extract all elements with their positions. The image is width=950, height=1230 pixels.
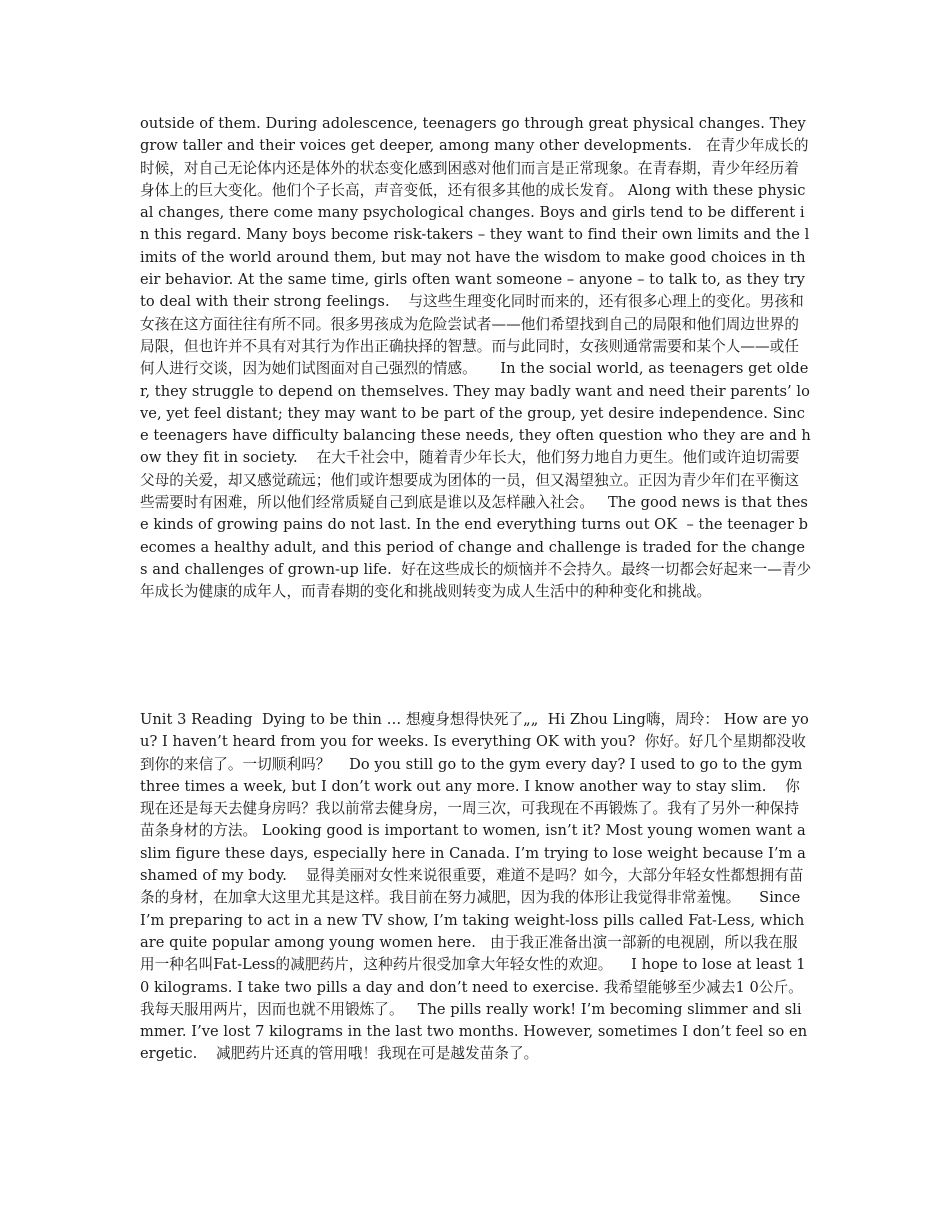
body-paragraph-unit3-reading: Unit 3 Reading Dying to be thin … 想瘦身想得快死了„„ Hi Zhou Ling嗨，周玲： How are you? I haven’t heard from you for weeks. Is everything OK with you? 你好。好几个星期都没收到你的来信了。一切顺利吗？ Do you still go to the gym every day? I used to go to the gym three times a week, but I don’t work out any more. I know another way to stay slim. 你现在还是每天去健身房吗？我以前常去健身房，一周三次，可我现在不再锻炼了。我有了另外一种保持苗条身材的方法。 Looking good is important to women, isn’t it? Most young women want a slim figure these days, especially here in Canada. I’m trying to lose weight because I’m ashamed of my body. 显得美丽对女性来说很重要，难道不是吗？如今，大部分年轻女性都想拥有苗条的身材，在加拿大这里尤其是这样。我目前在努力减肥，因为我的体形让我觉得非常羞愧。 Since I’m preparing to act in a new TV show, I’m taking weight-loss pills called Fat-Less, which are quite popular among young women here. 由于我正准备出演一部新的电视剧，所以我在服用一种名叫Fat-Less的减肥药片，这种药片很受加拿大年轻女性的欢迎。 I hope to lose at least 10 kilograms. I take two pills a day and don’t need to exercise. 我希望能够至少减去1 0公斤。我每天服用两片，因而也就不用锻炼了。 The pills really work! I’m becoming slimmer and slimmer. I’ve lost 7 kilograms in the last two months. However, sometimes I don’t feel so energetic. 减肥药片还真的管用哦！我现在可是越发苗条了。: [140, 711, 811, 1063]
body-paragraph-adolescence: outside of them. During adolescence, teenagers go through great physical changes. They grow taller and their voices get deeper, among many other developments. 在青少年成长的时候，对自己无论体内还是体外的状态变化感到困惑对他们而言是正常现象。在青春期，青少年经历着身体上的巨大变化。他们个子长高，声音变低，还有很多其他的成长发育。 Along with these physical changes, there come many psychological changes. Boys and girls tend to be different in this regard. Many boys become risk-takers – they want to find their own limits and the limits of the world around them, but may not have the wisdom to make good choices in their behavior. At the same time, girls often want someone – anyone – to talk to, as they try to deal with their strong feelings. 与这些生理变化同时而来的，还有很多心理上的变化。男孩和女孩在这方面往往有所不同。很多男孩成为危险尝试者——他们希望找到自己的局限和他们周边世界的局限，但也许并不具有对其行为作出正确抉择的智慧。而与此同时，女孩则通常需要和某个人——或任何人进行交谈，因为她们试图面对自己强烈的情感。 In the social world, as teenagers get older, they struggle to depend on themselves. They may badly want and need their parents’ love, yet feel distant; they may want to be part of the group, yet desire independence. Since teenagers have difficulty balancing these needs, they often question who they are and how they fit in society. 在大千社会中，随着青少年长大，他们努力地自力更生。他们或许迫切需要父母的关爱，却又感觉疏远；他们或许想要成为团体的一员，但又渴望独立。正因为青少年们在平衡这些需要时有困难，所以他们经常质疑自己到底是谁以及怎样融入社会。 The good news is that these kinds of growing pains do not last. In the end everything turns out OK – the teenager becomes a healthy adult, and this period of change and challenge is traded for the changes and challenges of grown-up life. 好在这些成长的烦恼并不会持久。最终一切都会好起来一—青少年成长为健康的成年人，而青春期的变化和挑战则转变为成人生活中的种种变化和挑战。: [140, 115, 812, 601]
